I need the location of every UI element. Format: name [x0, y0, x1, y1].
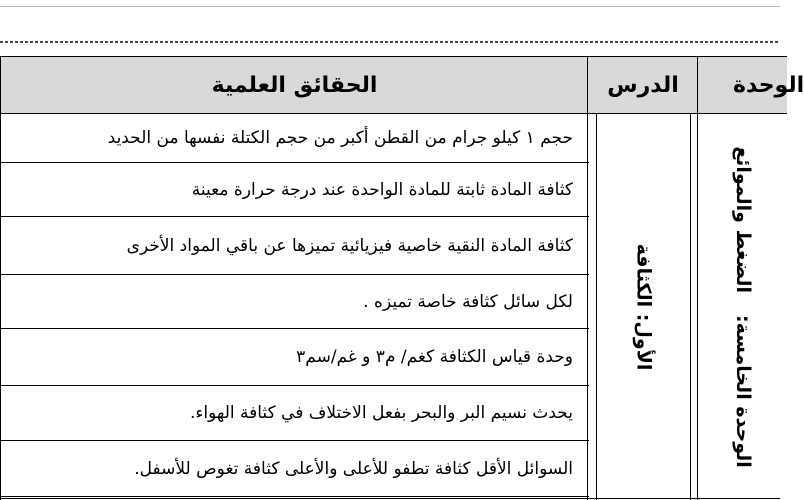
fact-row-2: كثافة المادة ثابتة للمادة الواحدة عند درجة حرارة معينة: [1, 163, 589, 217]
header-unit: [697, 56, 804, 114]
unit-column: [697, 113, 787, 500]
dashed-separator: [0, 41, 780, 43]
top-rule: [0, 6, 780, 7]
fact-row-1: حجم ١ كيلو جرام من القطن أكبر من حجم الكتلة نفسها من الحديد: [1, 113, 589, 163]
fact-row-4: لكل سائل كثافة خاصة تميزه .: [1, 275, 589, 329]
fact-row-5: وحدة قياس الكثافة كغم/ م٣ و غم/سم٣: [1, 329, 589, 386]
unit-topic: الضغط والموائع: [732, 145, 754, 293]
fact-row-7: السوائل الأقل كثافة تطفو للأعلى والأعلى كثافة تغوص للأسفل.: [1, 441, 589, 497]
lesson-name: الأول: الكثافة: [632, 243, 655, 370]
unit-name: الوحدة الخامسة:: [732, 314, 754, 468]
header-facts: الحقائق العلمية: [0, 56, 588, 114]
facts-column: [0, 113, 588, 500]
header-lesson: الدرس: [587, 56, 698, 114]
header-unit-label: الوحدة: [733, 72, 804, 98]
table-bottom-border: [0, 498, 780, 499]
facts-table: [0, 56, 804, 500]
fact-row-6: يحدث نسيم البر والبحر بفعل الاختلاف في كثافة الهواء.: [1, 386, 589, 441]
lesson-column: [587, 113, 698, 500]
fact-row-3: كثافة المادة النقية خاصية فيزيائية تميزها عن باقي المواد الأخرى: [1, 217, 589, 275]
